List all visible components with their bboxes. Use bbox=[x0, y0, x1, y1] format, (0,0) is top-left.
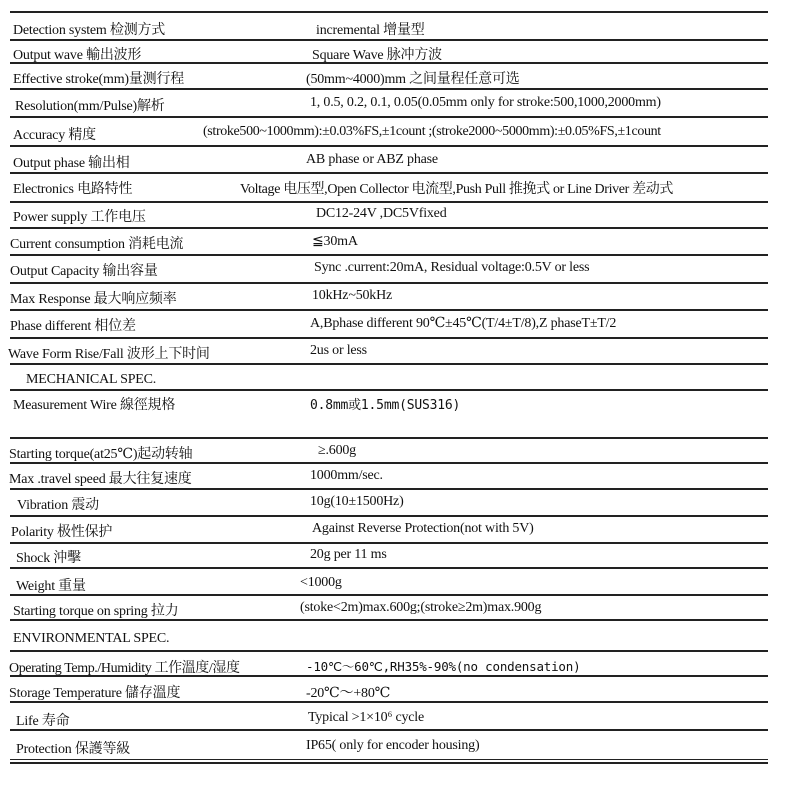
spec-label: Operating Temp./Humidity 工作溫度/湿度 bbox=[9, 661, 240, 676]
spec-value: (50mm~4000)mm 之间量程任意可选 bbox=[306, 72, 520, 87]
spec-label: Phase different 相位差 bbox=[10, 319, 136, 334]
spec-value: (stroke500~1000mm):±0.03%FS,±1count ;(stroke2000~5000mm):±0.05%FS,±1count bbox=[203, 124, 661, 139]
spec-label: Life 寿命 bbox=[16, 714, 70, 729]
spec-value: 1, 0.5, 0.2, 0.1, 0.05(0.05mm only for stroke:500,1000,2000mm) bbox=[310, 95, 661, 110]
divider bbox=[10, 437, 768, 439]
section-title: ENVIRONMENTAL SPEC. bbox=[13, 631, 170, 646]
spec-value: 2us or less bbox=[310, 343, 367, 358]
spec-label: Vibration 震动 bbox=[17, 498, 99, 513]
spec-label: Polarity 极性保护 bbox=[11, 525, 113, 540]
spec-value: 1000mm/sec. bbox=[310, 468, 383, 483]
spec-value: 10kHz~50kHz bbox=[312, 288, 393, 303]
divider bbox=[10, 88, 768, 90]
divider bbox=[10, 337, 768, 339]
spec-label: Accuracy 精度 bbox=[13, 128, 96, 143]
spec-label: Electronics 电路特性 bbox=[13, 182, 133, 197]
spec-label: Current consumption 消耗电流 bbox=[10, 237, 184, 252]
divider bbox=[10, 254, 768, 256]
divider bbox=[10, 309, 768, 311]
spec-label: Resolution(mm/Pulse)解析 bbox=[15, 99, 165, 114]
divider bbox=[10, 282, 768, 284]
divider bbox=[10, 650, 768, 652]
spec-value: A,Bphase different 90℃±45℃(T/4±T/8),Z phaseT±T/2 bbox=[310, 316, 617, 331]
spec-value: Voltage 电压型,Open Collector 电流型,Push Pull 推挽式 or Line Driver 差动式 bbox=[240, 182, 674, 197]
divider bbox=[10, 227, 768, 229]
spec-value: 10g(10±1500Hz) bbox=[310, 494, 404, 509]
divider bbox=[10, 363, 768, 365]
spec-value: AB phase or ABZ phase bbox=[306, 152, 438, 167]
divider bbox=[10, 145, 768, 147]
spec-label: Starting torque(at25℃)起动转轴 bbox=[9, 447, 193, 462]
spec-value: (stoke<2m)max.600g;(stroke≥2m)max.900g bbox=[300, 600, 542, 615]
divider bbox=[10, 762, 768, 764]
divider bbox=[10, 567, 768, 569]
spec-value: Against Reverse Protection(not with 5V) bbox=[312, 521, 534, 536]
spec-label: Output Capacity 输出容量 bbox=[10, 264, 158, 279]
divider bbox=[10, 515, 768, 517]
spec-value: <1000g bbox=[300, 575, 342, 590]
divider bbox=[10, 488, 768, 490]
spec-value: -20℃～+80℃ bbox=[306, 686, 391, 701]
divider bbox=[10, 39, 768, 41]
divider bbox=[10, 389, 768, 391]
spec-label: Protection 保護等級 bbox=[16, 742, 131, 757]
spec-label: Output wave 輸出波形 bbox=[13, 48, 142, 63]
spec-label: Output phase 输出相 bbox=[13, 156, 130, 171]
spec-label: Shock 沖擊 bbox=[16, 551, 81, 566]
spec-value: -10℃～60℃,RH35%-90%(no condensation) bbox=[306, 659, 581, 674]
spec-value: 0.8mm或1.5mm(SUS316) bbox=[310, 398, 461, 413]
divider bbox=[10, 759, 768, 760]
spec-label: Max Response 最大响应频率 bbox=[10, 292, 177, 307]
divider bbox=[10, 729, 768, 731]
spec-label: Storage Temperature 儲存溫度 bbox=[9, 686, 181, 701]
spec-value: incremental 增量型 bbox=[316, 23, 425, 38]
spec-label: Max .travel speed 最大往复速度 bbox=[9, 472, 192, 487]
spec-label: Weight 重量 bbox=[16, 579, 86, 594]
divider bbox=[10, 11, 768, 13]
divider bbox=[10, 542, 768, 544]
spec-label: Detection system 检测方式 bbox=[13, 23, 166, 38]
spec-value: Typical >1×10⁶ cycle bbox=[308, 710, 424, 725]
spec-label: Power supply 工作电压 bbox=[13, 210, 146, 225]
section-title: MECHANICAL SPEC. bbox=[26, 372, 157, 387]
spec-value: Square Wave 脉冲方波 bbox=[312, 48, 442, 63]
spec-value: DC12-24V ,DC5Vfixed bbox=[316, 206, 447, 221]
spec-value: ≦30mA bbox=[312, 234, 358, 249]
spec-value: Sync .current:20mA, Residual voltage:0.5V or less bbox=[314, 260, 590, 275]
spec-label: Measurement Wire 線徑規格 bbox=[13, 398, 176, 413]
spec-label: Starting torque on spring 拉力 bbox=[13, 604, 179, 619]
divider bbox=[10, 172, 768, 174]
divider bbox=[10, 116, 768, 118]
divider bbox=[10, 594, 768, 596]
spec-value: IP65( only for encoder housing) bbox=[306, 738, 480, 753]
spec-value: ≥.600g bbox=[318, 443, 356, 458]
divider bbox=[10, 201, 768, 203]
spec-label: Wave Form Rise/Fall 波形上下时间 bbox=[8, 347, 210, 362]
spec-label: Effective stroke(mm)量测行程 bbox=[13, 72, 185, 87]
spec-value: 20g per 11 ms bbox=[310, 547, 387, 562]
